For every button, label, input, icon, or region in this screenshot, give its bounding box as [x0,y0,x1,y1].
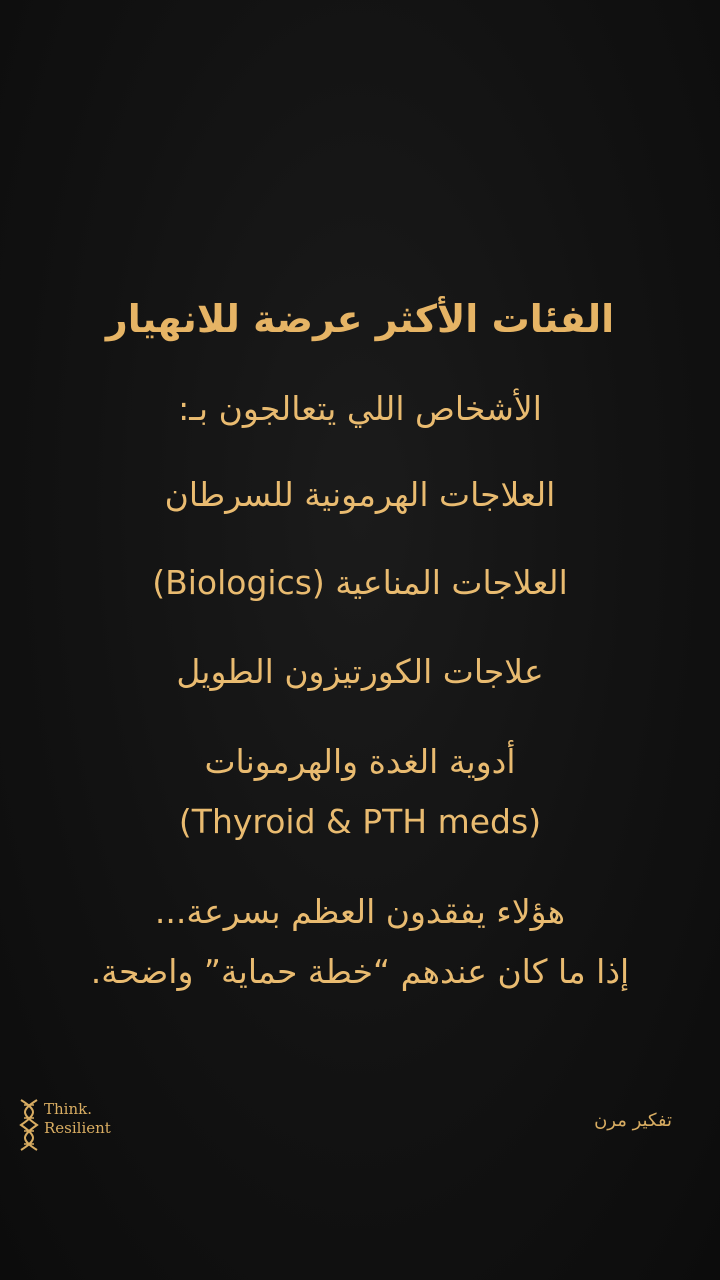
list-item-thyroid-hormone-meds: أدوية الغدة والهرمونات [204,742,516,781]
logo-line-1: Think. [44,1100,92,1118]
logo-wordmark [44,1100,111,1138]
list-item-long-cortisone: علاجات الكورتيزون الطويل [176,652,544,691]
list-item-hormonal-cancer-therapy: العلاجات الهرمونية للسرطان [164,475,556,514]
intro-line: الأشخاص اللي يتعالجون بـ: [178,389,542,428]
post-title: الفئات الأكثر عرضة للانهيار [105,297,615,341]
closing-line-2: إذا ما كان عندهم “خطة حماية” واضحة. [90,952,630,991]
brand-logo [18,1098,128,1152]
closing-line-1: هؤلاء يفقدون العظم بسرعة... [154,892,566,931]
list-item-biologics: العلاجات المناعية (Biologics) [152,563,568,602]
dna-helix-icon [18,1098,40,1152]
list-item-thyroid-pth-english: (Thyroid & PTH meds) [178,802,542,841]
brand-arabic-name: تفكير مرن [594,1110,672,1131]
logo-line-2: Resilient [44,1119,111,1137]
